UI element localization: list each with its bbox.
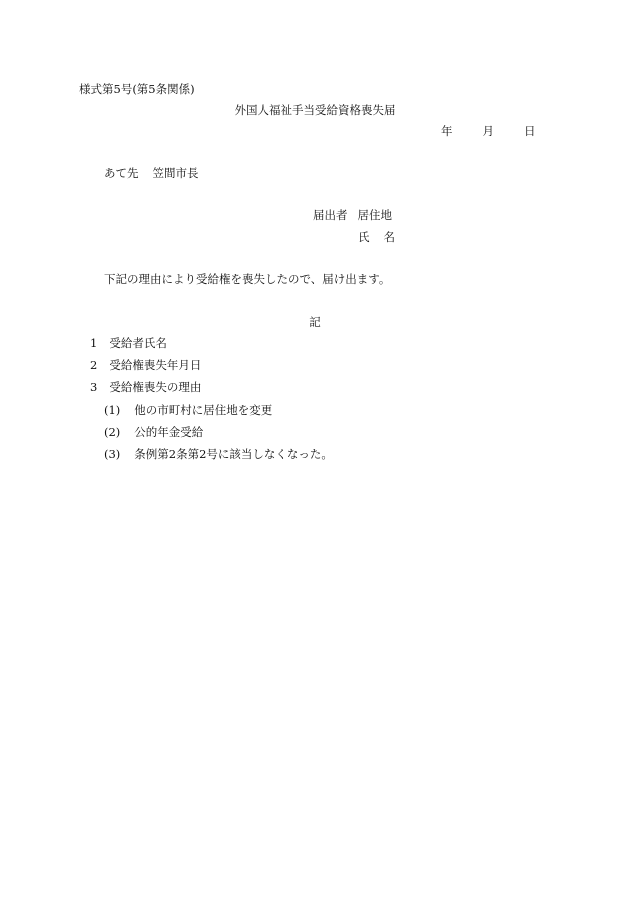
list-item-number: 1 xyxy=(90,336,98,350)
applicant-name-row xyxy=(358,230,395,244)
list-item xyxy=(90,336,167,350)
list-item xyxy=(90,358,201,372)
applicant-label: 届出者 xyxy=(313,208,348,222)
date-row xyxy=(441,124,536,138)
date-day-label: 日 xyxy=(524,124,536,138)
applicant-address-row xyxy=(313,208,392,222)
list-item-text: 受給権喪失の理由 xyxy=(109,380,202,394)
document-title: 外国人福祉手当受給資格喪失届 xyxy=(234,103,396,117)
list-item xyxy=(90,380,201,394)
applicant-name-label-1: 氏 xyxy=(358,230,370,244)
addressee-prefix: あて先 xyxy=(104,166,139,180)
statement: 下記の理由により受給権を喪失したので、届け出ます。 xyxy=(104,272,391,286)
list-item-number: 3 xyxy=(90,380,98,394)
date-year-label: 年 xyxy=(441,124,453,138)
ki-heading: 記 xyxy=(309,315,321,329)
reason-text: 条例第2条第2号に該当しなくなった。 xyxy=(134,447,333,461)
reason-number: (3) xyxy=(104,447,121,461)
reason-item xyxy=(104,425,203,439)
applicant-address-label: 居住地 xyxy=(357,208,392,222)
form-number: 様式第5号(第5条関係) xyxy=(79,82,195,96)
list-item-number: 2 xyxy=(90,358,98,372)
date-month-label: 月 xyxy=(482,124,494,138)
reason-text: 他の市町村に居住地を変更 xyxy=(134,403,273,417)
addressee xyxy=(104,166,199,180)
applicant-name-label-2: 名 xyxy=(383,230,395,244)
reason-item xyxy=(104,403,272,417)
addressee-recipient: 笠間市長 xyxy=(152,166,199,180)
reason-text: 公的年金受給 xyxy=(134,425,204,439)
list-item-text: 受給権喪失年月日 xyxy=(109,358,202,372)
reason-item xyxy=(104,447,333,461)
reason-number: (1) xyxy=(104,403,121,417)
list-item-text: 受給者氏名 xyxy=(109,336,167,350)
reason-number: (2) xyxy=(104,425,121,439)
